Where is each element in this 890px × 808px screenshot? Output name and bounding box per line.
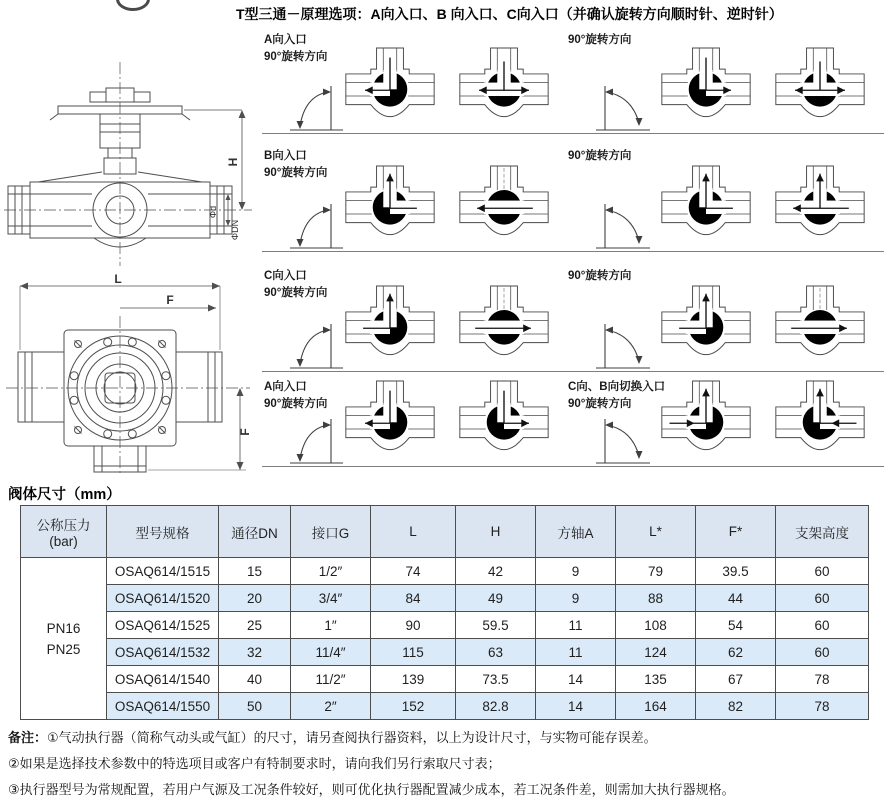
cell-h: 59.5	[456, 612, 536, 639]
valve-diagram	[658, 280, 754, 365]
diagram-label-line: 90°旋转方向	[568, 270, 632, 282]
diagram-baseline	[566, 371, 884, 372]
cell-h: 73.5	[456, 666, 536, 693]
valve-diagram	[772, 42, 868, 127]
diagram-baseline	[566, 251, 884, 252]
diagram-baseline	[262, 133, 570, 134]
cell-f-star: 82	[696, 693, 776, 720]
diagram-label-line: C向入口	[264, 270, 307, 282]
cell-g: 1″	[291, 612, 371, 639]
valve-diagram	[342, 375, 438, 460]
cell-square-shaft-a: 14	[536, 693, 616, 720]
cell-f-star: 39.5	[696, 558, 776, 585]
diagram-baseline	[262, 251, 570, 252]
cell-h: 82.8	[456, 693, 536, 720]
diagram-label	[264, 379, 327, 413]
diagram-label-line: A向入口	[264, 34, 307, 46]
diagram-group-row1-right	[566, 30, 888, 134]
cell-model: OSAQ614/1520	[107, 585, 219, 612]
section-heading: 阀体尺寸（mm）	[8, 487, 121, 503]
table-row	[21, 693, 869, 720]
valve-diagram	[772, 375, 868, 460]
cell-model: OSAQ614/1550	[107, 693, 219, 720]
dimensions-table-wrap	[20, 505, 868, 720]
valve-diagram	[658, 375, 754, 460]
cell-square-shaft-a: 11	[536, 612, 616, 639]
diagram-label-line: C向、B向切换入口	[568, 381, 666, 393]
cell-l: 152	[371, 693, 456, 720]
header-line: 接口G	[311, 525, 350, 541]
diagram-label-line: 90°旋转方向	[568, 34, 632, 46]
cell-f-star: 54	[696, 612, 776, 639]
dim-label-l: L	[114, 272, 122, 286]
diagram-group-row3-right	[566, 266, 888, 372]
cell-l-star: 124	[616, 639, 696, 666]
cell-h: 49	[456, 585, 536, 612]
cell-l-star: 108	[616, 612, 696, 639]
col-header-bracket-height	[776, 506, 869, 558]
notes-label: 备注：	[8, 730, 48, 745]
cell-square-shaft-a: 9	[536, 585, 616, 612]
diagram-label-line: 90°旋转方向	[264, 51, 328, 63]
cell-f-star: 44	[696, 585, 776, 612]
diagram-label-line: 90°旋转方向	[264, 167, 328, 179]
header-line: 支架高度	[795, 525, 849, 541]
cell-dn: 15	[219, 558, 291, 585]
cell-square-shaft-a: 9	[536, 558, 616, 585]
diagram-group-row4-right	[566, 377, 888, 467]
col-header-l	[371, 506, 456, 558]
cell-l-star: 135	[616, 666, 696, 693]
cell-l: 115	[371, 639, 456, 666]
valve-diagram	[658, 160, 754, 245]
cell-g: 11/2″	[291, 666, 371, 693]
note-line-1	[8, 729, 884, 746]
cell-bracket-height: 60	[776, 558, 869, 585]
diagram-baseline	[566, 466, 884, 467]
cell-l-star: 88	[616, 585, 696, 612]
diagram-label	[568, 148, 631, 165]
table-header	[21, 506, 869, 558]
valve-diagram	[456, 160, 552, 245]
header-line: 方轴A	[557, 525, 594, 541]
valve-diagram	[658, 42, 754, 127]
diagram-group-row3-left	[262, 266, 574, 372]
col-header-model	[107, 506, 219, 558]
rotation-arc-ccw	[594, 321, 656, 371]
table-row	[21, 585, 869, 612]
valve-diagram	[456, 280, 552, 365]
cell-dn: 50	[219, 693, 291, 720]
cell-dn: 25	[219, 612, 291, 639]
table-body	[21, 558, 869, 720]
diagram-label-line: B向入口	[264, 150, 307, 162]
col-header-pressure	[21, 506, 107, 558]
cell-square-shaft-a: 14	[536, 666, 616, 693]
cell-model: OSAQ614/1532	[107, 639, 219, 666]
valve-diagram	[456, 42, 552, 127]
col-header-dn	[219, 506, 291, 558]
col-header-g	[291, 506, 371, 558]
cell-square-shaft-a: 11	[536, 639, 616, 666]
valve-diagram	[772, 280, 868, 365]
cell-l-star: 79	[616, 558, 696, 585]
header-line: L	[409, 524, 417, 539]
cell-l: 90	[371, 612, 456, 639]
col-header-h	[456, 506, 536, 558]
valve-diagram	[456, 375, 552, 460]
header-line: 型号规格	[135, 525, 190, 541]
note-text: ①气动执行器（简称气动头或气缸）的尺寸，请另查阅执行器资料，以上为设计尺寸，与实物可能存误差。	[47, 730, 657, 745]
cell-dn: 32	[219, 639, 291, 666]
cell-l: 74	[371, 558, 456, 585]
cell-f-star: 62	[696, 639, 776, 666]
diagram-label	[568, 379, 665, 413]
valve-diagram	[342, 160, 438, 245]
diagram-label-line: 90°旋转方向	[568, 150, 632, 162]
diagram-group-row1-left	[262, 30, 574, 134]
dim-label-f-top: F	[166, 293, 174, 307]
dim-label-f-side: F	[238, 428, 252, 436]
cell-h: 63	[456, 639, 536, 666]
diagram-baseline	[566, 133, 884, 134]
header-line: L*	[649, 524, 662, 539]
pressure-line: PN16	[46, 620, 81, 636]
valve-dimensions-table	[20, 505, 869, 720]
table-row	[21, 558, 869, 585]
cell-bracket-height: 78	[776, 693, 869, 720]
valve-diagram	[342, 42, 438, 127]
col-header-f-star	[696, 506, 776, 558]
cell-model: OSAQ614/1515	[107, 558, 219, 585]
cell-f-star: 67	[696, 666, 776, 693]
cell-l-star: 164	[616, 693, 696, 720]
cell-l: 84	[371, 585, 456, 612]
page-title: T型三通－原理选项：A向入口、B 向入口、C向入口（并确认旋转方向顺时针、逆时针）	[236, 6, 783, 22]
rotation-arc-ccw	[594, 83, 656, 133]
note-line-3: ③执行器型号为常规配置，若用户气源及工况条件较好，则可优化执行器配置减少成本，若工况条件差，则需加大执行器规格。	[8, 782, 735, 797]
pressure-line: PN25	[46, 641, 81, 657]
valve-diagram	[342, 280, 438, 365]
table-row	[21, 639, 869, 666]
diagram-label	[264, 148, 327, 182]
dim-label-h: H	[226, 157, 240, 167]
diagram-label-line: 90°旋转方向	[264, 287, 328, 299]
cell-h: 42	[456, 558, 536, 585]
cell-g: 1/2″	[291, 558, 371, 585]
header-line: 通径DN	[231, 525, 278, 541]
cell-bracket-height: 78	[776, 666, 869, 693]
cell-g: 11/4″	[291, 639, 371, 666]
rotation-arc-ccw	[594, 416, 656, 466]
notes-section	[8, 729, 884, 807]
cell-bracket-height: 60	[776, 612, 869, 639]
header-line: 公称压力	[36, 518, 91, 533]
diagram-group-row2-right	[566, 146, 888, 252]
diagram-group-row2-left	[262, 146, 574, 252]
cell-g: 2″	[291, 693, 371, 720]
table-row	[21, 666, 869, 693]
diagram-baseline	[262, 371, 570, 372]
table-row	[21, 612, 869, 639]
diagram-label-line: A向入口	[264, 381, 307, 393]
diagram-label-line: 90°旋转方向	[264, 398, 328, 410]
valve-diagram	[772, 160, 868, 245]
cell-bracket-height: 60	[776, 585, 869, 612]
cell-dn: 40	[219, 666, 291, 693]
diagram-label	[568, 32, 631, 49]
dim-label-phi-d: Φd	[208, 205, 218, 219]
cell-dn: 20	[219, 585, 291, 612]
cell-g: 3/4″	[291, 585, 371, 612]
diagram-label	[568, 268, 631, 285]
header-line: F*	[728, 524, 743, 539]
cell-l: 139	[371, 666, 456, 693]
diagram-group-row4-left	[262, 377, 574, 467]
diagram-baseline	[262, 466, 570, 467]
diagram-label-line: 90°旋转方向	[568, 398, 632, 410]
header-line: H	[490, 524, 501, 539]
cell-model: OSAQ614/1540	[107, 666, 219, 693]
cell-model: OSAQ614/1525	[107, 612, 219, 639]
cell-bracket-height: 60	[776, 639, 869, 666]
rotation-arc-ccw	[594, 201, 656, 251]
col-header-square-shaft-a	[536, 506, 616, 558]
dim-label-phi-dn: ΦDN	[230, 219, 240, 241]
header-line: (bar)	[49, 534, 78, 549]
note-line-2: ②如果是选择技术参数中的特选项目或客户有特制要求时，请向我们另行索取尺寸表；	[8, 756, 501, 771]
pressure-group-cell	[21, 558, 107, 720]
table-header-row	[21, 506, 869, 558]
diagram-label	[264, 32, 327, 66]
diagram-label	[264, 268, 327, 302]
col-header-l-star	[616, 506, 696, 558]
